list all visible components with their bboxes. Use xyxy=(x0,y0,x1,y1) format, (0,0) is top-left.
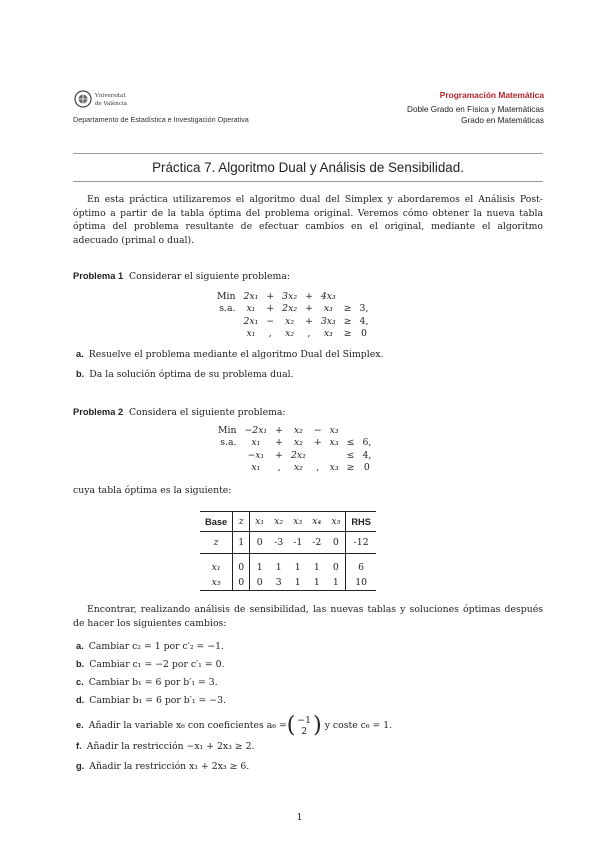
problem-2-system-cell: + xyxy=(313,437,322,449)
problem-1-system-cell: x₁ xyxy=(246,328,256,340)
problem-1-system xyxy=(213,290,372,340)
problem-2-system-cell: x₁ xyxy=(251,437,261,449)
problem-1-system-cell xyxy=(213,328,239,341)
problem-1-system-cell: 2x₂ xyxy=(282,303,298,315)
problem-1-system-cell xyxy=(356,290,373,303)
problem-1-system-cell xyxy=(340,290,356,303)
tableau-cell: 0 xyxy=(233,554,250,576)
problem-2-system-cell: x₂ xyxy=(293,437,303,449)
problem-2-system-cell: −x₁ xyxy=(247,449,265,461)
problem-2-system-cell: 6, xyxy=(362,437,372,449)
tableau-row xyxy=(200,532,376,554)
tableau-row xyxy=(200,554,376,576)
problem-2-system-cell: + xyxy=(275,424,283,436)
problem-1-system-cell: − xyxy=(266,315,275,327)
title-rule xyxy=(73,181,543,182)
problem-2-system-cell: + xyxy=(275,437,283,449)
tableau-cell: 0 xyxy=(233,575,250,591)
tableau-header-row xyxy=(200,512,376,532)
problem-1-system-cell: 4x₃ xyxy=(320,290,336,302)
tableau-cell: -3 xyxy=(269,532,288,554)
problem-2-item-a: a. Cambiar c₂ = 1 por c′₂ = −1. xyxy=(76,641,224,652)
tableau-cell: 6 xyxy=(358,562,365,573)
tableau-cell: 0 xyxy=(250,532,269,554)
problem-1-system-cell: 2x₁ xyxy=(243,290,259,302)
page-title: Práctica 7. Algoritmo Dual y Análisis de Sensibilidad. xyxy=(152,160,464,175)
degree-line-1: Doble Grado en Física y Matemáticas xyxy=(407,105,544,114)
problem-1-system-cell: + xyxy=(266,290,275,302)
problem-1-system-cell: 3, xyxy=(359,303,369,315)
problem-2-system-row xyxy=(214,462,375,475)
tableau-cell: 1 xyxy=(288,575,307,591)
vector-right-paren: ) xyxy=(313,713,322,738)
problem-2-label: Problema 2 xyxy=(73,407,124,417)
problem-1-system-cell: , xyxy=(307,328,311,340)
problem-1-system-cell: ≥ xyxy=(343,315,352,327)
problem-1-system-cell: , xyxy=(268,328,272,340)
problem-1-system-cell: 0 xyxy=(361,328,367,340)
problem-1-system-cell: s.a. xyxy=(219,303,236,315)
problem-1-system-cell: x₂ xyxy=(285,328,295,340)
tableau-cell: x₁ xyxy=(200,554,233,576)
problem-2-system-cell: x₂ xyxy=(293,462,303,474)
problem-2-system-cell: − xyxy=(313,424,322,436)
tableau-cell: -1 xyxy=(288,532,307,554)
problem-1-system-cell: Min xyxy=(217,290,236,302)
problem-2-system xyxy=(214,424,375,474)
tableau-cell: -12 xyxy=(346,532,376,554)
tableau-cell: 0 xyxy=(326,554,345,576)
svg-text:Vniversitat: Vniversitat xyxy=(95,93,126,99)
problem-2-item-b: b. Cambiar c₁ = −2 por c′₁ = 0. xyxy=(76,659,225,670)
problem-2-system-row xyxy=(214,437,375,450)
tableau-header-cell: x₄ xyxy=(307,512,326,532)
problem-2-system-cell: , xyxy=(316,462,320,474)
problem-2-system-cell: s.a. xyxy=(220,437,237,449)
problem-2-system-cell: 0 xyxy=(363,462,370,474)
problem-1-item-b: b. Da la solución óptima de su problema dual. xyxy=(76,369,294,380)
tableau-row xyxy=(200,575,376,591)
problem-2-system-row xyxy=(214,424,375,437)
vector-left-paren: ( xyxy=(286,713,296,738)
tableau-header-cell: z xyxy=(233,512,250,532)
problem-1-system-cell: + xyxy=(305,303,313,315)
tableau-cell: 1 xyxy=(256,562,263,573)
tableau-cell: 3 xyxy=(269,575,288,591)
problem-1-system-cell: 2x₁ xyxy=(243,315,259,327)
tableau-cell: 10 xyxy=(346,575,376,591)
problem-1-system-cell: ≥ xyxy=(343,303,352,315)
problem-2-heading xyxy=(73,406,286,420)
tableau-cell: 1 xyxy=(294,562,301,573)
problem-1-item-a: a. Resuelve el problema mediante el algoritmo Dual del Simplex. xyxy=(76,349,384,360)
tableau-header-cell: x₅ xyxy=(326,512,345,532)
problem-2-system-cell xyxy=(358,424,375,437)
tableau-cell: 1 xyxy=(326,575,345,591)
problem-1-system-row xyxy=(213,290,372,303)
changes-intro: Encontrar, realizando análisis de sensibilidad, las nuevas tablas y soluciones óptimas después de hacer los siguientes cambios: xyxy=(73,604,543,629)
tableau-intro: cuya tabla óptima es la siguiente: xyxy=(73,485,232,496)
problem-2-system-cell: + xyxy=(275,449,283,461)
problem-2-system-cell xyxy=(343,424,359,437)
problem-1-system-cell: ≥ xyxy=(343,328,352,340)
tableau-header-cell: x₂ xyxy=(269,512,288,532)
problem-1-system-cell: x₃ xyxy=(323,303,333,315)
tableau-cell: z xyxy=(200,532,233,554)
problem-1-statement: Considerar el siguiente problema: xyxy=(129,271,291,282)
tableau-header-cell: RHS xyxy=(346,512,376,532)
tableau-cell: 1 xyxy=(233,532,250,554)
problem-1-system-cell xyxy=(213,315,239,328)
problem-2-system-cell: Min xyxy=(218,424,237,436)
top-rule xyxy=(73,153,543,154)
problem-2-system-cell: x₃ xyxy=(329,462,339,474)
intro-paragraph: En esta práctica utilizaremos el algoritmo dual del Simplex y abordaremos el Análisis Post-óptimo a partir de la tabla óptima del problema original. Veremos cómo obtener la nueva tabla óptima del problema resultante de efectuar cambios en el original, mediante el algoritmo adecuado (primal o dual). xyxy=(73,194,543,246)
problem-2-system-cell xyxy=(310,449,326,462)
problem-2-system-cell: 4, xyxy=(362,449,372,461)
page-number: 1 xyxy=(296,812,303,823)
department-name: Departamento de Estadística e Investigación Operativa xyxy=(73,115,249,124)
problem-2-item-e: e. Añadir la variable x₆ con coeficientes a₆ =( −1 2 ) y coste c₆ = 1. xyxy=(76,713,393,738)
tableau-header-cell: Base xyxy=(200,512,233,532)
problem-1-system-row xyxy=(213,303,372,316)
subject-name: Programación Matemática xyxy=(439,90,544,100)
problem-2-item-c: c. Cambiar b₁ = 6 por b′₁ = 3. xyxy=(76,677,218,688)
problem-1-system-cell: 3x₃ xyxy=(320,315,336,327)
problem-1-system-cell: x₃ xyxy=(323,328,333,340)
problem-1-heading xyxy=(73,270,290,284)
header-right xyxy=(407,90,544,126)
tableau-cell: x₅ xyxy=(200,575,233,591)
problem-2-system-cell: ≤ xyxy=(346,449,355,461)
tableau-header-cell: x₃ xyxy=(288,512,307,532)
tableau-cell: 1 xyxy=(313,562,320,573)
university-logo-icon xyxy=(73,88,137,110)
problem-2-item-g: g. Añadir la restricción x₁ + 2x₃ ≥ 6. xyxy=(76,761,250,772)
problem-2-item-d: d. Cambiar b₁ = 6 por b′₁ = −3. xyxy=(76,695,226,706)
problem-1-system-cell: x₂ xyxy=(285,315,295,327)
problem-2-item-f: f. Añadir la restricción −x₁ + 2x₃ ≥ 2. xyxy=(76,741,255,752)
tableau-cell: 0 xyxy=(250,575,269,591)
problem-2-system-row xyxy=(214,449,375,462)
tableau-cell: 1 xyxy=(307,575,326,591)
problem-1-system-cell: + xyxy=(305,315,313,327)
problem-1-label: Problema 1 xyxy=(73,271,124,281)
problem-2-system-cell: x₂ xyxy=(293,424,303,436)
problem-2-system-cell: −2x₁ xyxy=(244,424,268,436)
tableau-cell: -2 xyxy=(307,532,326,554)
degree-line-2: Grado en Matemáticas xyxy=(461,116,544,125)
problem-1-system-cell: + xyxy=(305,290,313,302)
tableau-cell: 0 xyxy=(326,532,345,554)
problem-2-system-cell: x₁ xyxy=(251,462,261,474)
problem-2-system-cell: x₃ xyxy=(329,437,339,449)
problem-2-system-cell xyxy=(214,462,240,475)
problem-2-system-cell xyxy=(214,449,240,462)
problem-2-system-cell: x₃ xyxy=(329,424,339,436)
problem-2-system-cell: ≤ xyxy=(346,437,355,449)
tableau-header-cell: x₁ xyxy=(250,512,269,532)
problem-2-system-cell: 2x₂ xyxy=(290,449,306,461)
problem-1-system-cell: + xyxy=(266,303,275,315)
problem-2-system-cell xyxy=(326,449,343,462)
problem-1-system-row xyxy=(213,328,372,341)
coefficient-vector: −1 2 xyxy=(297,714,312,737)
svg-text:de València: de València xyxy=(95,101,127,107)
problem-2-system-cell: ≥ xyxy=(346,462,355,474)
problem-2-system-cell: , xyxy=(277,462,281,474)
problem-1-system-row xyxy=(213,315,372,328)
problem-1-system-cell: 4, xyxy=(359,315,369,327)
problem-1-system-cell: 3x₂ xyxy=(282,290,298,302)
tableau-cell: 1 xyxy=(275,562,282,573)
problem-2-statement: Considera el siguiente problema: xyxy=(129,407,286,418)
optimal-tableau xyxy=(200,511,376,591)
problem-1-system-cell: x₁ xyxy=(246,303,256,315)
